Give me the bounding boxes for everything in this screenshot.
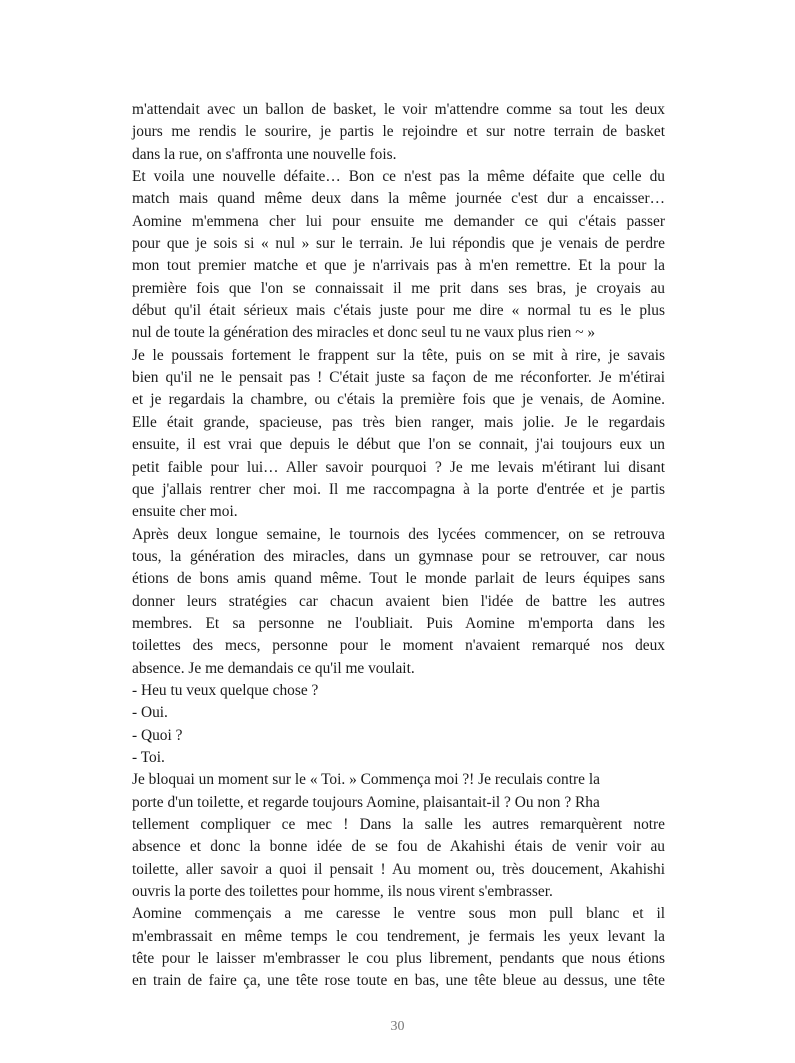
text-line: toilettes des mecs, personne pour le moment n'avaient remarqué nos deux [132,637,665,655]
text-line: dans la rue, on s'affronta une nouvelle fois. [132,145,397,163]
text-line: Aomine commençais a me caresse le ventre sous mon pull blanc et il [132,905,665,923]
text-line: étions de bons amis quand même. Tout le monde parlait de leurs équipes sans [132,570,665,588]
text-line: Elle était grande, spacieuse, pas très bien ranger, mais jolie. Je le regardais [132,413,665,431]
text-line: mon tout premier matche et que je n'arrivais pas à m'en remettre. Et la pour la [132,257,665,275]
text-line: Je le poussais fortement le frappent sur la tête, puis on se mit à rire, je savais [132,346,665,364]
text-line: jours me rendis le sourire, je partis le rejoindre et sur notre terrain de basket [132,123,665,141]
text-line: ensuite cher moi. [132,503,238,521]
text-line: Et voila une nouvelle défaite… Bon ce n'est pas la même défaite que celle du [132,168,665,186]
text-line: et je regardais la chambre, ou c'étais la première fois que je venais, de Aomine. [132,391,665,409]
text-line: petit faible pour lui… Aller savoir pourquoi ? Je me levais m'étirant lui disant [132,458,665,476]
text-line: début qu'il était sérieux mais c'étais juste pour me dire « normal tu es le plus [132,302,665,320]
text-line: ensuite, il est vrai que depuis le début que l'on se connait, j'ai toujours eux un [132,436,665,454]
text-line: pour que je sois si « nul » sur le terrain. Je lui répondis que je venais de perdre [132,235,665,253]
text-line: Aomine m'emmena cher lui pour ensuite me demander ce qui c'étais passer [132,212,665,230]
text-line: donner leurs stratégies car chacun avaient bien l'idée de battre les autres [132,592,665,610]
text-line: - Quoi ? [132,726,183,744]
text-line: que j'allais rentrer cher moi. Il me raccompagna à la porte d'entrée et je partis [132,480,665,498]
text-line: tous, la génération des miracles, dans un gymnase pour se retrouver, car nous [132,547,665,565]
text-line: en train de faire ça, une tête rose toute en bas, une tête bleue au dessus, une tête [132,972,665,990]
text-line: match mais quand même deux dans la même journée c'est dur a encaisser… [132,190,665,208]
text-line: première fois que l'on se connaissait il me prit dans ses bras, je croyais au [132,279,665,297]
text-line: - Oui. [132,704,168,722]
text-line: Après deux longue semaine, le tournois des lycées commencer, on se retrouva [132,525,665,543]
text-line: membres. Et sa personne ne l'oubliait. Puis Aomine m'emporta dans les [132,614,665,632]
text-line: m'attendait avec un ballon de basket, le voir m'attendre comme sa tout les deux [132,101,665,118]
text-line: Je bloquai un moment sur le « Toi. » Commença moi ?! Je reculais contre la [132,771,600,789]
text-line: bien qu'il ne le pensait pas ! C'était juste sa façon de me réconforter. Je m'étirai [132,369,665,387]
text-line: toilette, aller savoir a quoi il pensait ! Au moment ou, très doucement, Akahishi [132,860,665,878]
text-line: m'embrassait en même temps le cou tendrement, je fermais les yeux levant la [132,927,665,945]
page-number: 30 [390,1019,405,1034]
text-line: - Heu tu veux quelque chose ? [132,681,319,699]
text-line: nul de toute la génération des miracles et donc seul tu ne vaux plus rien ~ » [132,324,596,342]
text-line: tête pour le laisser m'embrasser le cou plus librement, pendants que nous étions [132,950,665,968]
text-line: absence. Je me demandais ce qu'il me voulait. [132,659,415,677]
text-line: tellement compliquer ce mec ! Dans la salle les autres remarquèrent notre [132,816,665,833]
text-line: ouvris la porte des toilettes pour homme, ils nous virent s'embrasser. [132,883,553,901]
body-text [132,99,665,993]
text-line: absence et donc la bonne idée de se fou de Akahishi étais de venir voir au [132,838,665,856]
text-line: porte d'un toilette, et regarde toujours Aomine, plaisantait-il ? Ou non ? Rha [132,793,600,811]
text-line: - Toi. [132,748,165,766]
